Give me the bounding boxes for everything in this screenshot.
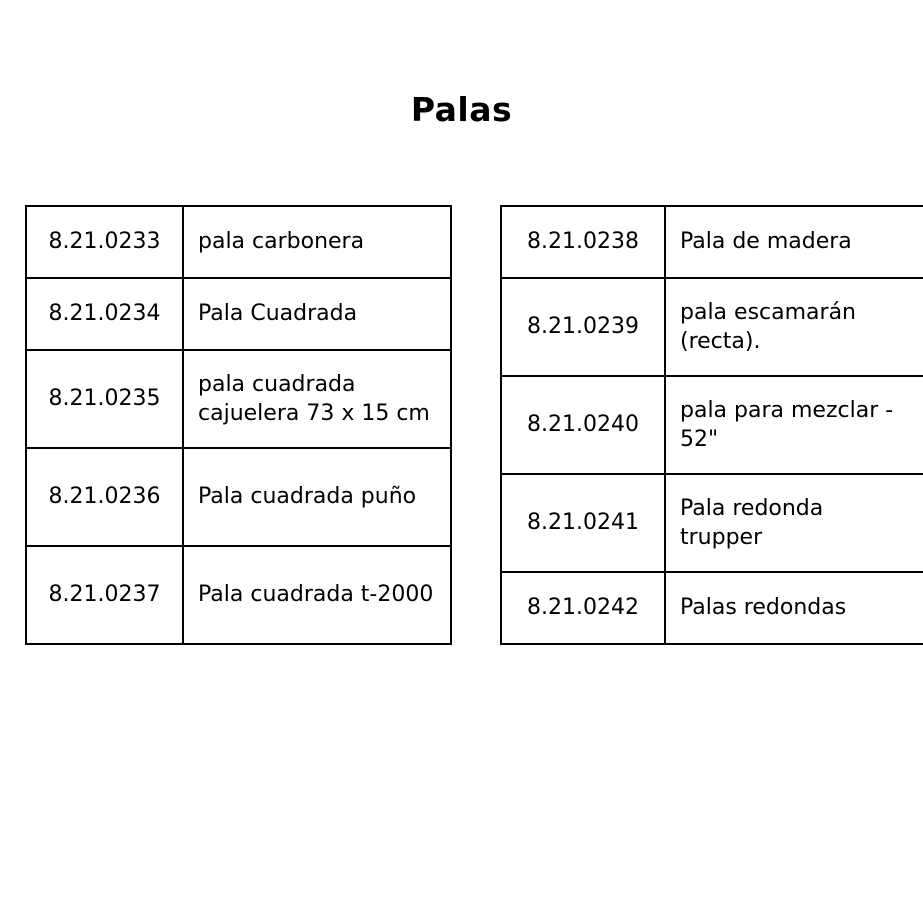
product-description: pala escamarán (recta). xyxy=(665,278,923,376)
product-code: 8.21.0233 xyxy=(26,206,183,278)
table-row xyxy=(501,572,923,644)
product-code: 8.21.0238 xyxy=(501,206,665,278)
product-description: Pala cuadrada puño xyxy=(183,448,451,546)
table-row xyxy=(26,546,451,644)
table-row xyxy=(501,376,923,474)
products-table-left xyxy=(25,205,452,645)
product-description: Palas redondas xyxy=(665,572,923,644)
table-row xyxy=(26,206,451,278)
table-row xyxy=(501,206,923,278)
table-row xyxy=(26,278,451,350)
product-description: Pala Cuadrada xyxy=(183,278,451,350)
products-table-right xyxy=(500,205,923,645)
product-code: 8.21.0241 xyxy=(501,474,665,572)
product-code: 8.21.0240 xyxy=(501,376,665,474)
product-description: Pala de madera xyxy=(665,206,923,278)
table-row xyxy=(26,448,451,546)
product-description: pala para mezclar - 52" xyxy=(665,376,923,474)
product-description: pala cuadrada cajuelera 73 x 15 cm xyxy=(183,350,451,448)
product-description: Pala redonda trupper xyxy=(665,474,923,572)
product-description: Pala cuadrada t-2000 xyxy=(183,546,451,644)
product-code: 8.21.0237 xyxy=(26,546,183,644)
product-description: pala carbonera xyxy=(183,206,451,278)
page-title: Palas xyxy=(410,90,513,129)
tables-container xyxy=(0,205,923,645)
product-code: 8.21.0235 xyxy=(26,350,183,448)
table-row xyxy=(26,350,451,448)
product-code: 8.21.0239 xyxy=(501,278,665,376)
product-code: 8.21.0236 xyxy=(26,448,183,546)
product-code: 8.21.0234 xyxy=(26,278,183,350)
table-row xyxy=(501,474,923,572)
table-row xyxy=(501,278,923,376)
product-code: 8.21.0242 xyxy=(501,572,665,644)
